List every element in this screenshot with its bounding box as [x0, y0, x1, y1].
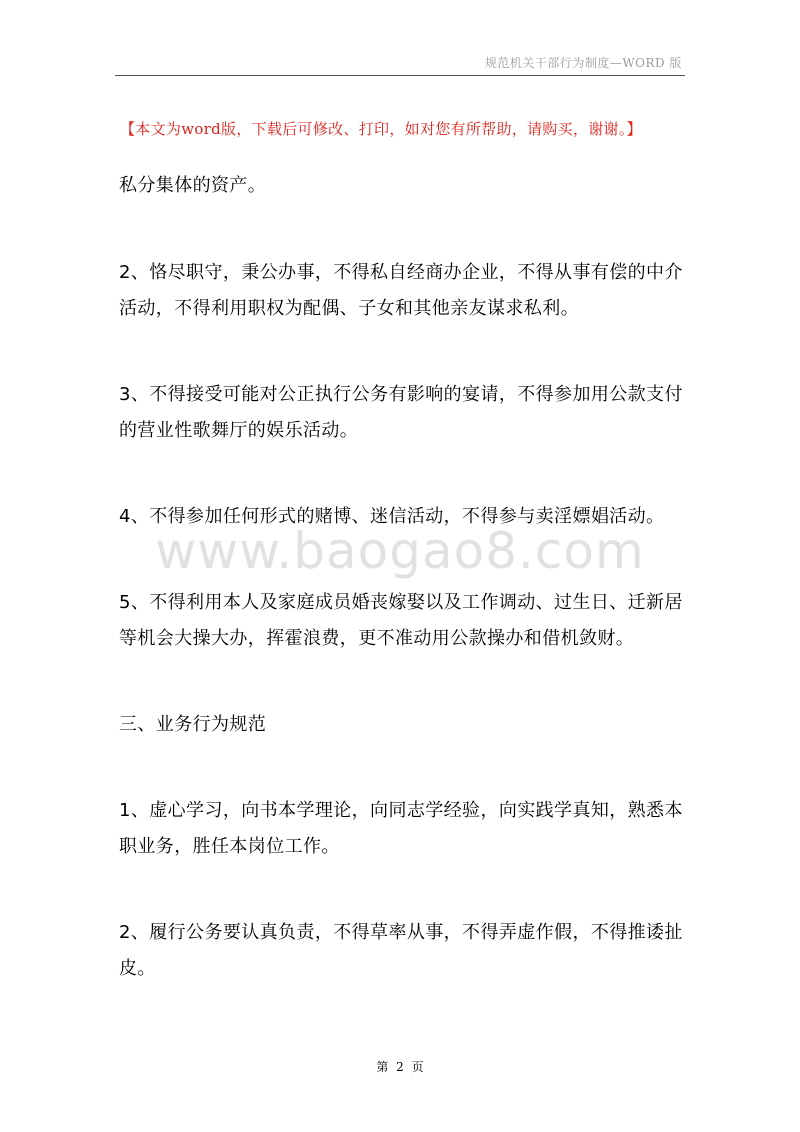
page-header-title: 规范机关干部行为制度—WORD 版: [484, 56, 682, 70]
page-footer: [0, 1058, 800, 1075]
document-body: [119, 168, 689, 1037]
paragraph-item-4: 4、不得参加任何形式的赌博、迷信活动，不得参与卖淫嫖娼活动。: [119, 506, 665, 527]
section-heading: 三、业务行为规范: [119, 714, 267, 735]
header-divider: [115, 75, 685, 76]
paragraph-business-1: 1、虚心学习，向书本学理论，向同志学经验，向实践学真知，熟悉本职业务，胜任本岗位工作。: [119, 800, 683, 857]
paragraph-business-2: 2、履行公务要认真负责，不得草率从事，不得弄虚作假，不得推诿扯皮。: [119, 922, 683, 979]
paragraph-item-2: 2、恪尽职守，秉公办事，不得私自经商办企业，不得从事有偿的中介活动，不得利用职权为配偶、子女和其他亲友谋求私利。: [119, 262, 683, 319]
page-number: 2: [396, 1060, 404, 1074]
paragraph-item-3: 3、不得接受可能对公正执行公务有影响的宴请，不得参加用公款支付的营业性歌舞厅的娱乐活动。: [119, 384, 683, 441]
download-notice: 【本文为word版，下载后可修改、打印，如对您有所帮助，请购买，谢谢。】: [120, 120, 642, 138]
paragraph-item-5: 5、不得利用本人及家庭成员婚丧嫁娶以及工作调动、过生日、迁新居等机会大操大办，挥霍浪费，更不准动用公款操办和借机敛财。: [119, 592, 683, 649]
footer-suffix: 页: [411, 1060, 424, 1074]
footer-prefix: 第: [376, 1060, 389, 1074]
watermark: www.baogao8.com: [155, 522, 645, 580]
paragraph-continuation: 私分集体的资产。: [119, 175, 267, 196]
